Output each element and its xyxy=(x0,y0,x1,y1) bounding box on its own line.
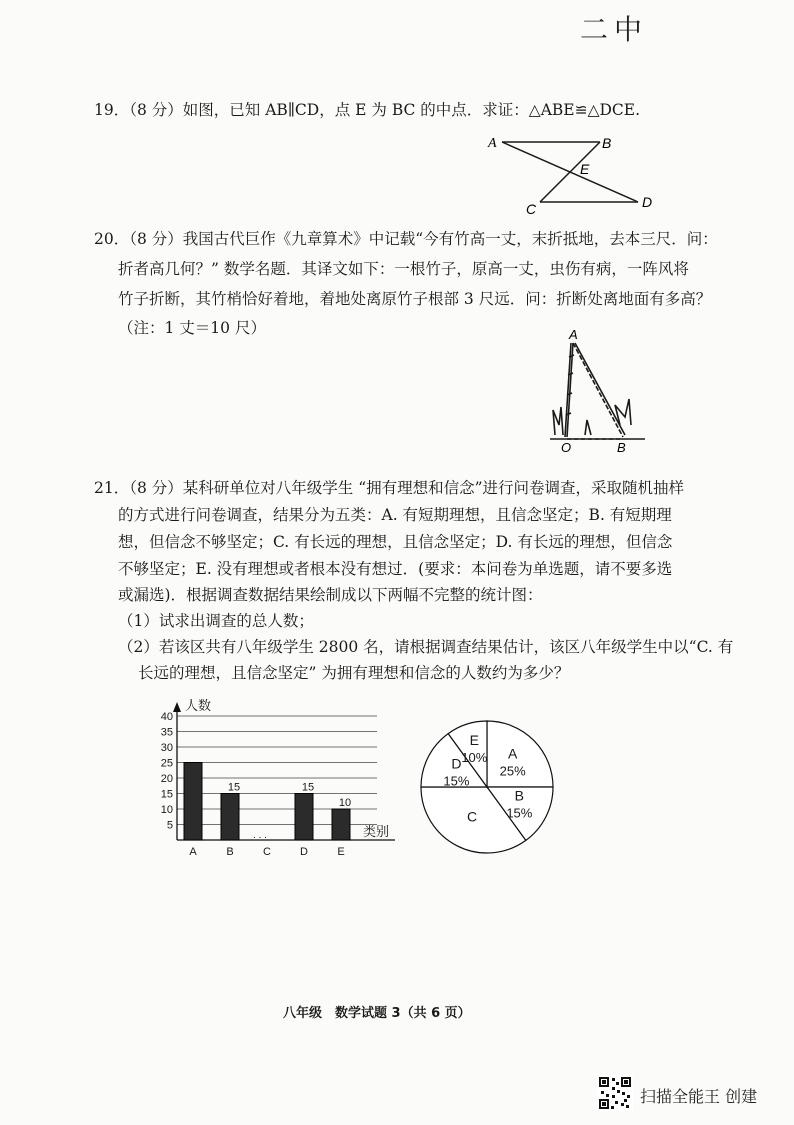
q21-line2: 的方式进行问卷调查，结果分为五类：A. 有短期理想，且信念坚定；B. 有短期理 xyxy=(118,506,672,524)
qr-code-icon xyxy=(597,1075,633,1111)
label-d: D xyxy=(642,194,653,210)
bar-data-label: 15 xyxy=(227,781,241,794)
q21-line1: 21．（8 分）某科研单位对八年级学生 “拥有理想和信念”进行问卷调查，采取随机抽样 xyxy=(94,479,685,497)
broken-top xyxy=(573,343,623,437)
q20-line3: 竹子折断，其竹梢恰好着地，着地处离原竹子根部 3 尺远．问：折断处离地面有多高？ xyxy=(118,290,712,308)
q21-sub2b: 长远的理想，且信念坚定” 为拥有理想和信念的人数约为多少？ xyxy=(138,664,570,682)
y-tick-label: 35 xyxy=(160,726,173,739)
y-tick-label: 30 xyxy=(160,742,173,754)
label-a: A xyxy=(569,327,578,342)
pie-label-e: E xyxy=(469,732,480,749)
pie-percent-a: 25% xyxy=(499,763,526,779)
x-tick-label: E xyxy=(337,846,345,856)
pie-label-d: D xyxy=(451,755,462,772)
bar-d xyxy=(295,794,313,841)
y-tick-label: 40 xyxy=(160,711,173,723)
q21-line5: 或漏选)．根据调查数据结果绘制成以下两幅不完整的统计图： xyxy=(118,586,543,604)
bar-placeholder: . . . xyxy=(253,830,267,841)
bar-chart xyxy=(150,694,410,856)
q20-line1: 20．（8 分）我国古代巨作《九章算术》中记载“今有竹高一丈，末折抵地，去本三尺．问： xyxy=(94,230,718,248)
q21-line3: 想，但信念不够坚定；C. 有长远的理想，且信念坚定；D. 有长远的理想，但信念 xyxy=(118,533,673,551)
bar-b xyxy=(221,794,239,841)
q19-figure xyxy=(480,130,670,220)
y-tick-label: 25 xyxy=(160,757,173,770)
pie-label-c: C xyxy=(466,808,478,825)
y-tick-label: 20 xyxy=(160,773,173,785)
bar-data-label: 15 xyxy=(301,781,315,794)
bar-e xyxy=(332,809,350,840)
page-footer: 八年级 数学试题 3（共 6 页） xyxy=(283,1006,471,1021)
bar-a xyxy=(184,763,202,841)
handwritten-note: 二中 xyxy=(580,13,649,46)
q21-line4: 不够坚定；E. 没有理想或者根本没有想过．(要求：本问卷为单选题，请不要多选 xyxy=(118,560,673,578)
x-tick-label: C xyxy=(263,846,271,856)
q20-line2: 折者高几何？” 数学名题．其译文如下：一根竹子，原高一丈，虫伤有病，一阵风将 xyxy=(118,260,689,278)
y-axis-arrow xyxy=(173,702,181,712)
pie-percent-e: 10% xyxy=(461,750,488,766)
label-e: E xyxy=(580,161,590,177)
q21-sub2a: （2）若该区共有八年级学生 2800 名，请根据调查结果估计，该区八年级学生中以“C. 有 xyxy=(118,638,734,656)
y-tick-label: 5 xyxy=(166,819,173,832)
x-tick-label: B xyxy=(226,846,234,856)
q20-line4: （注：1 丈＝10 尺） xyxy=(118,319,266,337)
x-tick-label: A xyxy=(189,846,197,856)
y-axis-label: 人数 xyxy=(185,698,212,713)
y-tick-label: 15 xyxy=(160,788,173,801)
x-axis-label: 类别 xyxy=(363,824,390,839)
label-b: B xyxy=(602,135,612,151)
label-a: A xyxy=(488,136,497,151)
label-b: B xyxy=(617,440,626,455)
q19-text: 19．（8 分）如图，已知 AB∥CD，点 E 为 BC 的中点．求证：△ABE≌△DCE. xyxy=(94,101,641,119)
pie-label-a: A xyxy=(507,745,518,762)
label-o: O xyxy=(561,440,572,455)
segment-bc xyxy=(540,142,600,202)
y-tick-label: 10 xyxy=(160,804,173,816)
q21-sub1: （1）试求出调查的总人数； xyxy=(118,612,314,630)
pie-percent-d: 15% xyxy=(443,773,470,789)
bar-data-label: 10 xyxy=(338,797,352,809)
x-tick-label: D xyxy=(300,846,308,856)
q20-bamboo-figure xyxy=(545,325,655,455)
label-c: C xyxy=(526,201,537,217)
pie-chart xyxy=(415,715,565,865)
pie-label-b: B xyxy=(514,787,525,804)
scanner-watermark: 扫描全能王 创建 xyxy=(640,1087,758,1106)
pie-percent-b: 15% xyxy=(506,805,533,821)
